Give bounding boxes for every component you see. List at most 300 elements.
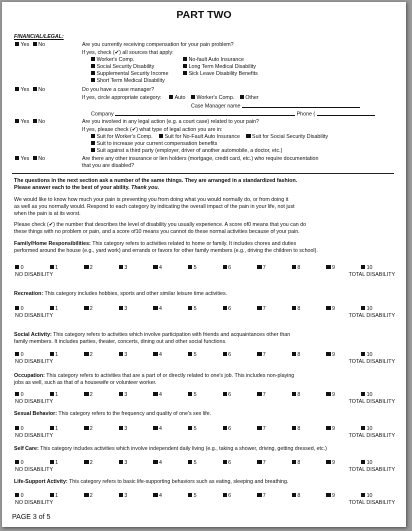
rating-checkbox[interactable] <box>153 265 157 269</box>
category-label: Sexual Behavior: <box>14 411 57 417</box>
rating-number: 2 <box>89 265 93 272</box>
rating-checkbox[interactable] <box>361 352 365 356</box>
rating-checkbox[interactable] <box>153 306 157 310</box>
rating-option[interactable] <box>84 265 93 271</box>
rating-checkbox[interactable] <box>15 352 19 356</box>
rating-checkbox[interactable] <box>15 265 19 269</box>
q4-no-checkbox[interactable] <box>33 156 37 160</box>
rating-number: 8 <box>297 306 301 313</box>
rating-option[interactable] <box>50 460 59 466</box>
checkbox[interactable] <box>240 95 244 99</box>
rating-number: 2 <box>89 493 93 500</box>
rating-option[interactable] <box>188 426 197 432</box>
q1-sub: If yes, check (✔) all sources that apply: <box>82 50 174 56</box>
rating-option[interactable] <box>84 392 93 398</box>
rating-checkbox[interactable] <box>361 265 365 269</box>
rating-checkbox[interactable] <box>84 352 88 356</box>
rating-checkbox[interactable] <box>119 306 123 310</box>
rating-option[interactable] <box>223 426 232 432</box>
rating-option[interactable] <box>223 265 232 271</box>
rating-checkbox[interactable] <box>257 426 261 430</box>
q3-sub: If yes, please check (✔) what type of legal action you are in: <box>82 127 223 133</box>
document-page <box>2 2 406 527</box>
rating-option[interactable] <box>15 493 24 499</box>
rating-number: 5 <box>193 493 197 500</box>
category-text: This category includes hobbies, sports and other similar leisure time activities. <box>44 291 228 297</box>
rating-checkbox[interactable] <box>223 265 227 269</box>
intro-sentence: Please answer each to the best of your ability. <box>14 185 130 191</box>
company-row <box>91 111 375 118</box>
rating-option[interactable] <box>119 352 128 358</box>
rating-option[interactable] <box>292 493 301 499</box>
rating-checkbox[interactable] <box>361 426 365 430</box>
checkbox[interactable] <box>183 64 187 68</box>
rating-checkbox[interactable] <box>292 392 296 396</box>
rating-number: 6 <box>228 352 232 359</box>
rating-checkbox[interactable] <box>257 352 261 356</box>
rating-number: 1 <box>55 460 59 467</box>
checkbox[interactable] <box>246 134 250 138</box>
rating-number: 0 <box>20 493 24 500</box>
rating-option[interactable] <box>50 352 59 358</box>
section-divider <box>12 173 394 174</box>
option-label: Worker's Comp. <box>196 95 235 102</box>
q4-question-line-2: that you are disabled? <box>82 163 135 169</box>
rating-checkbox[interactable] <box>292 265 296 269</box>
option-label: Suit for No-Fault Auto Insurance <box>164 134 240 141</box>
rating-number: 3 <box>124 352 128 359</box>
checkbox[interactable] <box>91 78 95 82</box>
rating-checkbox[interactable] <box>153 493 157 497</box>
q2-yes-checkbox[interactable] <box>15 87 19 91</box>
checkbox[interactable] <box>183 71 187 75</box>
rating-number: 7 <box>262 460 266 467</box>
rating-number: 0 <box>20 352 24 359</box>
rating-option[interactable] <box>361 265 372 271</box>
rating-number: 10 <box>366 306 373 313</box>
rating-checkbox[interactable] <box>50 352 54 356</box>
rating-option[interactable] <box>188 306 197 312</box>
rating-number: 1 <box>55 352 59 359</box>
rating-option[interactable] <box>292 306 301 312</box>
rating-option[interactable] <box>84 352 93 358</box>
option-label: Suit for Worker's Comp. <box>96 134 153 141</box>
rating-checkbox[interactable] <box>326 493 330 497</box>
option-label: Other <box>245 95 259 102</box>
category-label: Self Care: <box>14 446 39 452</box>
category-family-line-1 <box>14 241 296 247</box>
page-footer: PAGE 3 of 5 <box>12 514 51 521</box>
rating-checkbox[interactable] <box>292 352 296 356</box>
rating-checkbox[interactable] <box>188 460 192 464</box>
checkbox[interactable] <box>183 57 187 61</box>
rating-option[interactable] <box>15 352 24 358</box>
rating-option[interactable] <box>292 426 301 432</box>
checkbox[interactable] <box>91 141 95 145</box>
rating-number: 8 <box>297 460 301 467</box>
rating-number: 7 <box>262 392 266 399</box>
rating-option[interactable] <box>15 392 24 398</box>
rating-option[interactable] <box>292 352 301 358</box>
total-disability-label: TOTAL DISABILITY <box>348 313 395 319</box>
rating-option[interactable] <box>326 460 335 466</box>
rating-checkbox[interactable] <box>15 392 19 396</box>
category-occupation-line-1 <box>14 373 294 379</box>
rating-checkbox[interactable] <box>188 352 192 356</box>
rating-option[interactable] <box>361 306 372 312</box>
case-manager-label: Case Manager name <box>191 103 241 110</box>
rating-checkbox[interactable] <box>119 392 123 396</box>
no-label: No <box>38 87 46 94</box>
rating-option[interactable] <box>50 265 59 271</box>
rating-number: 8 <box>297 265 301 272</box>
q3-option-third-party <box>91 148 282 154</box>
rating-option[interactable] <box>326 306 335 312</box>
rating-number: 5 <box>193 265 197 272</box>
rating-option[interactable] <box>188 392 197 398</box>
option-label: Suit for Social Security Disability <box>252 134 328 141</box>
rating-option[interactable] <box>153 493 162 499</box>
option-label: Supplemental Security Income <box>96 71 169 78</box>
rating-option[interactable] <box>84 460 93 466</box>
rating-number: 3 <box>124 265 128 272</box>
rating-option[interactable] <box>223 493 232 499</box>
rating-number: 10 <box>366 460 373 467</box>
rating-number: 4 <box>158 460 162 467</box>
q3-no-checkbox[interactable] <box>33 119 37 123</box>
rating-checkbox[interactable] <box>223 460 227 464</box>
rating-option[interactable] <box>15 265 24 271</box>
rating-option[interactable] <box>326 352 335 358</box>
rating-checkbox[interactable] <box>84 306 88 310</box>
rating-option[interactable] <box>326 426 335 432</box>
checkbox[interactable] <box>91 71 95 75</box>
category-label: Family/Home Responsibilities: <box>14 241 91 247</box>
q2-answer <box>15 87 45 93</box>
rating-option[interactable] <box>119 392 128 398</box>
option-label: Sick Leave Disability Benefits <box>188 71 258 78</box>
rating-option[interactable] <box>188 265 197 271</box>
rating-checkbox[interactable] <box>153 392 157 396</box>
no-disability-label: NO DISABILITY <box>15 467 53 473</box>
rating-option[interactable] <box>50 306 59 312</box>
checkbox[interactable] <box>91 148 95 152</box>
rating-checkbox[interactable] <box>223 493 227 497</box>
rating-checkbox[interactable] <box>153 426 157 430</box>
no-label: No <box>38 42 46 49</box>
rating-number: 1 <box>55 493 59 500</box>
rating-number: 4 <box>158 352 162 359</box>
rating-checkbox[interactable] <box>292 426 296 430</box>
rating-checkbox[interactable] <box>153 352 157 356</box>
rating-number: 4 <box>158 426 162 433</box>
rating-checkbox[interactable] <box>84 460 88 464</box>
rating-checkbox[interactable] <box>188 392 192 396</box>
q1-option-stmd <box>91 78 165 84</box>
rating-checkbox[interactable] <box>292 306 296 310</box>
rating-option[interactable] <box>15 426 24 432</box>
company-label: Company <box>91 111 114 118</box>
rating-checkbox[interactable] <box>50 460 54 464</box>
rating-option[interactable] <box>188 352 197 358</box>
rating-option[interactable] <box>119 426 128 432</box>
rating-checkbox[interactable] <box>119 265 123 269</box>
rating-checkbox[interactable] <box>257 493 261 497</box>
rating-option[interactable] <box>50 426 59 432</box>
rating-option[interactable] <box>223 460 232 466</box>
rating-number: 0 <box>20 392 24 399</box>
rating-option[interactable] <box>361 460 372 466</box>
rating-checkbox[interactable] <box>188 265 192 269</box>
rating-number: 2 <box>89 392 93 399</box>
rating-checkbox[interactable] <box>326 265 330 269</box>
rating-option[interactable] <box>326 493 335 499</box>
rating-option[interactable] <box>223 392 232 398</box>
rating-option[interactable] <box>153 352 162 358</box>
rating-number: 9 <box>331 493 335 500</box>
rating-checkbox[interactable] <box>361 493 365 497</box>
q1-option-ssi <box>91 71 168 77</box>
option-label: Suit to increase your current compensation benefits <box>96 141 218 148</box>
rating-checkbox[interactable] <box>50 392 54 396</box>
rating-number: 2 <box>89 460 93 467</box>
rating-checkbox[interactable] <box>84 265 88 269</box>
intro-line-1: The questions in the next section ask a number of the same things. They are arranged in a standardized fashion. <box>14 178 298 184</box>
rating-number: 6 <box>228 493 232 500</box>
paragraph-1-line-3: when the pain is at its worst. <box>14 211 81 217</box>
rating-checkbox[interactable] <box>15 493 19 497</box>
rating-option[interactable] <box>257 392 266 398</box>
rating-checkbox[interactable] <box>292 493 296 497</box>
option-label: Social Security Disability <box>96 64 155 71</box>
rating-checkbox[interactable] <box>119 460 123 464</box>
rating-number: 6 <box>228 426 232 433</box>
rating-checkbox[interactable] <box>257 306 261 310</box>
q1-no-checkbox[interactable] <box>33 42 37 46</box>
rating-number: 2 <box>89 306 93 313</box>
checkbox[interactable] <box>191 95 195 99</box>
rating-option[interactable] <box>292 265 301 271</box>
q1-answer <box>15 42 45 48</box>
rating-option[interactable] <box>15 460 24 466</box>
rating-option[interactable] <box>257 352 266 358</box>
rating-option[interactable] <box>153 265 162 271</box>
rating-checkbox[interactable] <box>119 426 123 430</box>
rating-number: 8 <box>297 392 301 399</box>
rating-checkbox[interactable] <box>326 392 330 396</box>
q2-sub-label: If yes, circle appropriate category: <box>82 95 162 102</box>
rating-number: 6 <box>228 265 232 272</box>
category-text: This category refers to activities that are a part of or directly related to one's job. This includes non-playing <box>46 373 295 379</box>
option-label: Auto <box>174 95 186 102</box>
rating-option[interactable] <box>361 493 372 499</box>
intro-line-2 <box>14 185 159 191</box>
rating-number: 6 <box>228 460 232 467</box>
category-label: Life-Support Activity: <box>14 479 68 485</box>
rating-option[interactable] <box>223 306 232 312</box>
rating-checkbox[interactable] <box>257 265 261 269</box>
rating-option[interactable] <box>84 426 93 432</box>
phone-label: Phone ( <box>296 111 316 118</box>
company-field[interactable] <box>115 111 295 116</box>
rating-checkbox[interactable] <box>50 493 54 497</box>
rating-checkbox[interactable] <box>84 493 88 497</box>
rating-option[interactable] <box>153 306 162 312</box>
case-manager-row <box>191 103 360 110</box>
rating-option[interactable] <box>223 352 232 358</box>
rating-option[interactable] <box>326 392 335 398</box>
rating-checkbox[interactable] <box>326 460 330 464</box>
rating-option[interactable] <box>361 426 372 432</box>
rating-number: 2 <box>89 352 93 359</box>
option-label: Suit against a third party (employer, driver of another automobile, a doctor, etc.) <box>96 148 283 155</box>
rating-option[interactable] <box>361 352 372 358</box>
rating-checkbox[interactable] <box>223 426 227 430</box>
rating-checkbox[interactable] <box>257 392 261 396</box>
rating-checkbox[interactable] <box>188 306 192 310</box>
rating-option[interactable] <box>257 265 266 271</box>
rating-option[interactable] <box>257 493 266 499</box>
rating-checkbox[interactable] <box>326 306 330 310</box>
checkbox[interactable] <box>91 57 95 61</box>
rating-number: 0 <box>20 426 24 433</box>
category-family-line-2: performed around the house (e.g., yard work) and errands or favors for other family members (e.g., driving the children to school). <box>14 248 318 254</box>
rating-number: 5 <box>193 460 197 467</box>
q3-option-increase <box>91 141 217 147</box>
q1-option-ltmd <box>183 64 256 70</box>
rating-scale-family <box>15 265 395 279</box>
rating-option[interactable] <box>84 493 93 499</box>
category-text: This category refers to activities which involve participation with friends and acquaintances other than <box>53 332 291 338</box>
rating-option[interactable] <box>153 426 162 432</box>
rating-option[interactable] <box>188 493 197 499</box>
rating-number: 9 <box>331 426 335 433</box>
rating-checkbox[interactable] <box>153 460 157 464</box>
rating-checkbox[interactable] <box>361 460 365 464</box>
rating-option[interactable] <box>326 265 335 271</box>
rating-checkbox[interactable] <box>15 306 19 310</box>
rating-checkbox[interactable] <box>15 426 19 430</box>
q1-option-ssd <box>91 64 154 70</box>
category-social-line-1 <box>14 332 290 338</box>
q2-no-checkbox[interactable] <box>33 87 37 91</box>
q3-yes-checkbox[interactable] <box>15 119 19 123</box>
rating-checkbox[interactable] <box>361 392 365 396</box>
q3-question: Are you involved in any legal action (e.g. a court case) related to your pain? <box>82 119 259 125</box>
rating-checkbox[interactable] <box>223 392 227 396</box>
rating-option[interactable] <box>119 306 128 312</box>
q1-option-nofault <box>183 57 244 63</box>
rating-checkbox[interactable] <box>223 306 227 310</box>
rating-option[interactable] <box>257 426 266 432</box>
rating-option[interactable] <box>15 306 24 312</box>
total-disability-label: TOTAL DISABILITY <box>348 399 395 405</box>
rating-number: 3 <box>124 493 128 500</box>
rating-checkbox[interactable] <box>257 460 261 464</box>
rating-scale-sexual <box>15 426 395 440</box>
option-label: Short Term Medical Disability <box>96 78 165 85</box>
option-label: Long Term Medical Disability <box>188 64 256 71</box>
no-disability-label: NO DISABILITY <box>15 500 53 506</box>
rating-checkbox[interactable] <box>361 306 365 310</box>
rating-checkbox[interactable] <box>326 352 330 356</box>
rating-number: 8 <box>297 426 301 433</box>
rating-option[interactable] <box>119 460 128 466</box>
rating-number: 10 <box>366 392 373 399</box>
yes-label: Yes <box>20 87 30 94</box>
rating-number: 7 <box>262 352 266 359</box>
checkbox[interactable] <box>169 95 173 99</box>
rating-number: 9 <box>331 352 335 359</box>
rating-scale-recreation <box>15 306 395 320</box>
rating-option[interactable] <box>153 460 162 466</box>
rating-checkbox[interactable] <box>326 426 330 430</box>
rating-number: 2 <box>89 426 93 433</box>
rating-checkbox[interactable] <box>15 460 19 464</box>
rating-option[interactable] <box>188 460 197 466</box>
rating-checkbox[interactable] <box>84 426 88 430</box>
q4-yes-checkbox[interactable] <box>15 156 19 160</box>
rating-number: 3 <box>124 392 128 399</box>
category-text: This category refers to activities related to home or family. It includes chores and duties <box>92 241 297 247</box>
checkbox[interactable] <box>91 64 95 68</box>
rating-checkbox[interactable] <box>223 352 227 356</box>
checkbox[interactable] <box>159 134 163 138</box>
rating-option[interactable] <box>361 392 372 398</box>
rating-option[interactable] <box>119 265 128 271</box>
rating-option[interactable] <box>84 306 93 312</box>
category-label: Recreation: <box>14 291 44 297</box>
rating-option[interactable] <box>50 392 59 398</box>
rating-option[interactable] <box>292 460 301 466</box>
total-disability-label: TOTAL DISABILITY <box>348 433 395 439</box>
rating-option[interactable] <box>119 493 128 499</box>
rating-option[interactable] <box>257 306 266 312</box>
rating-checkbox[interactable] <box>119 352 123 356</box>
rating-option[interactable] <box>50 493 59 499</box>
rating-option[interactable] <box>153 392 162 398</box>
rating-checkbox[interactable] <box>50 306 54 310</box>
no-disability-label: NO DISABILITY <box>15 272 53 278</box>
rating-checkbox[interactable] <box>50 265 54 269</box>
rating-option[interactable] <box>292 392 301 398</box>
rating-checkbox[interactable] <box>119 493 123 497</box>
checkbox[interactable] <box>91 134 95 138</box>
phone-field[interactable] <box>317 111 375 116</box>
paragraph-1-line-2: as well as you normally would. Respond to each category by indicating the overall impact of the pain in your life, not just <box>14 204 295 210</box>
rating-scale-social <box>15 352 395 366</box>
total-disability-label: TOTAL DISABILITY <box>348 359 395 365</box>
case-manager-field[interactable] <box>242 103 360 108</box>
category-label: Occupation: <box>14 373 45 379</box>
rating-number: 3 <box>124 426 128 433</box>
rating-option[interactable] <box>257 460 266 466</box>
rating-number: 1 <box>55 392 59 399</box>
rating-checkbox[interactable] <box>84 392 88 396</box>
rating-checkbox[interactable] <box>188 426 192 430</box>
rating-number: 1 <box>55 426 59 433</box>
rating-number: 10 <box>366 426 373 433</box>
rating-checkbox[interactable] <box>292 460 296 464</box>
rating-number: 5 <box>193 392 197 399</box>
rating-checkbox[interactable] <box>188 493 192 497</box>
rating-checkbox[interactable] <box>50 426 54 430</box>
paragraph-1-line-1: We would like to know how much your pain is preventing you from doing what you would normally do, or from doing it <box>14 197 289 203</box>
category-social-line-2: family members. It includes parties, theater, concerts, dining out and other social functions. <box>14 339 227 345</box>
category-recreation-line-1 <box>14 291 227 297</box>
q2-question: Do you have a case manager? <box>82 87 155 93</box>
q1-yes-checkbox[interactable] <box>15 42 19 46</box>
